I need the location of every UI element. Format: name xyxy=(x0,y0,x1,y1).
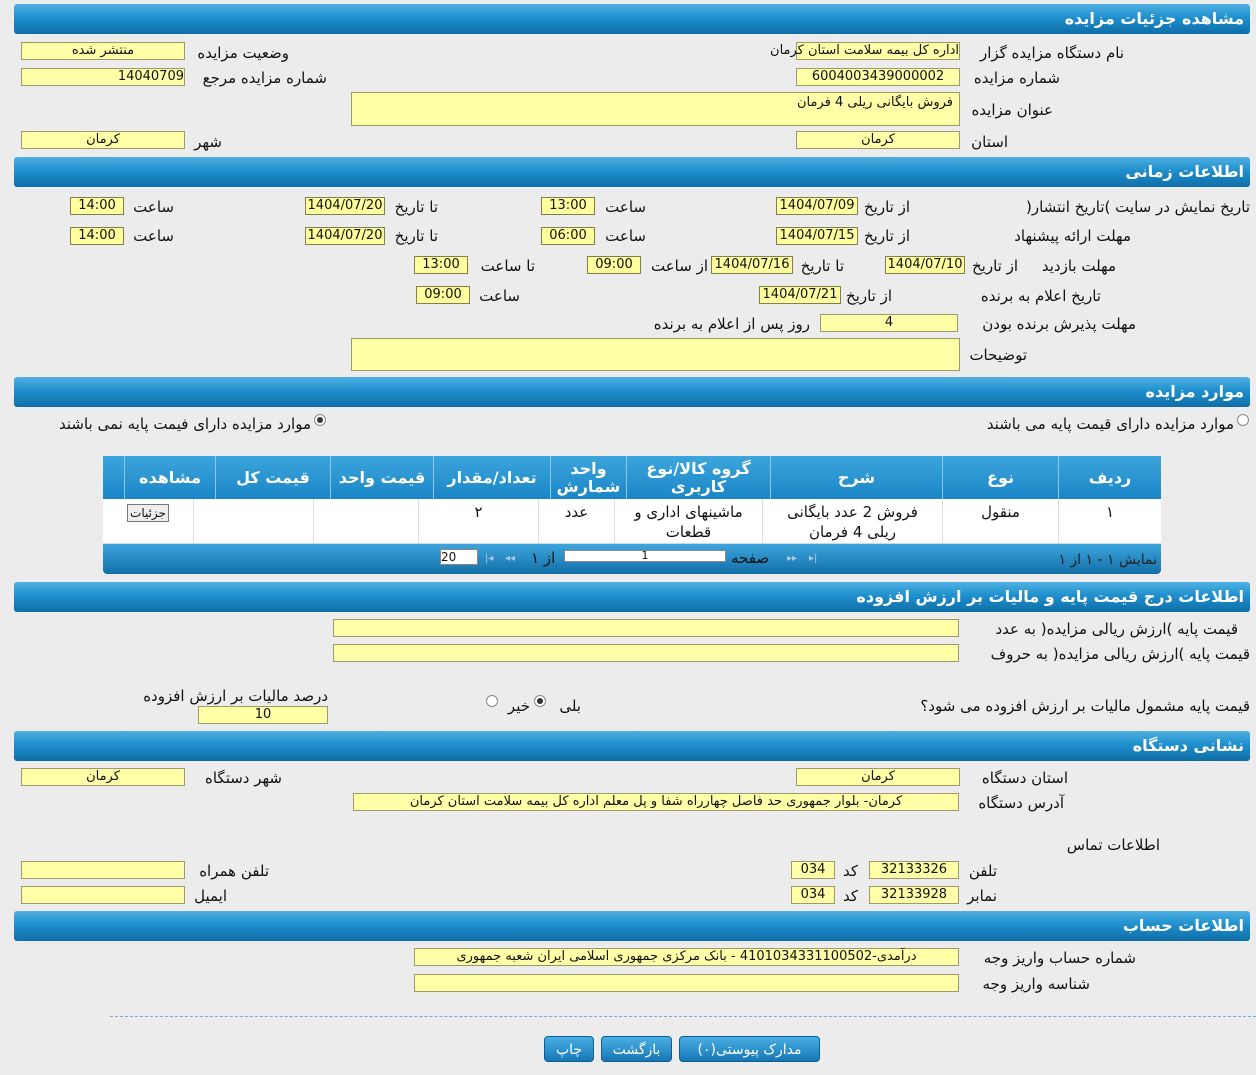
section-header-items xyxy=(14,377,1250,407)
accept-deadline-label: مهلت پذیرش برنده بودن xyxy=(982,315,1136,333)
cell-desc: فروش 2 عدد بایگانی ریلی 4 فرمان xyxy=(762,499,942,543)
notes-field[interactable] xyxy=(351,338,960,371)
section-title: اطلاعات حساب xyxy=(1122,916,1244,935)
mobile-field[interactable] xyxy=(21,861,185,879)
fax-field[interactable]: 32133928 xyxy=(869,886,959,904)
ref-number-label: شماره مزایده مرجع xyxy=(202,69,327,87)
phone-code-label: کد xyxy=(842,862,858,880)
col-view: مشاهده xyxy=(124,456,215,499)
cell-type: منقول xyxy=(942,499,1058,543)
visit-from-time-field[interactable]: 09:00 xyxy=(587,256,641,274)
vat-no-radio[interactable] xyxy=(486,695,498,707)
org-city-label: شهر دستگاه xyxy=(204,769,282,787)
auction-number-label: شماره مزایده xyxy=(973,69,1060,87)
cell-row: ۱ xyxy=(1058,499,1161,543)
pager-page-input[interactable]: 1 xyxy=(564,550,726,562)
title-label: عنوان مزایده xyxy=(971,101,1053,119)
section-title: موارد مزایده xyxy=(1145,382,1244,401)
visit-from-field[interactable]: 1404/07/10 xyxy=(885,256,965,274)
pager-first-icon[interactable]: ▸▸ xyxy=(787,553,798,564)
section-title: اطلاعات درج قیمت پایه و مالیات بر ارزش افزوده xyxy=(856,587,1244,606)
pager-last-icon[interactable]: |◂ xyxy=(485,553,494,564)
radio-without-base-price[interactable] xyxy=(314,414,326,426)
offer-from-time-field[interactable]: 06:00 xyxy=(541,227,595,245)
grid-header xyxy=(103,456,1161,499)
pager-page-label: صفحه xyxy=(731,549,770,567)
account-number-label: شماره حساب واریز وجه xyxy=(983,949,1136,967)
col-desc: شرح xyxy=(770,456,942,499)
to-date-label: تا تاریخ xyxy=(394,198,438,216)
visit-from-hour-label: از ساعت xyxy=(651,257,708,275)
base-price-numeric-label: قیمت پایه )ارزش ریالی مزایده( به عدد xyxy=(995,620,1238,638)
cell-unit-price xyxy=(313,499,418,543)
phone-field[interactable]: 32133326 xyxy=(869,861,959,879)
back-button[interactable]: بازگشت xyxy=(601,1036,672,1062)
divider xyxy=(110,1016,1256,1017)
section-header-price xyxy=(14,582,1250,612)
org-label: نام دستگاه مزایده گزار xyxy=(979,44,1124,62)
col-row: ردیف xyxy=(1058,456,1161,499)
status-field[interactable]: منتشر شده xyxy=(21,42,185,60)
from-date-label: از تاریخ xyxy=(845,287,892,305)
radio-with-base-price[interactable] xyxy=(1237,414,1249,426)
col-type: نوع xyxy=(942,456,1058,499)
winner-from-field[interactable]: 1404/07/21 xyxy=(759,286,841,304)
table-row[interactable] xyxy=(103,499,1161,544)
radio-with-base-price-label: موارد مزایده دارای قیمت پایه می باشند xyxy=(986,415,1234,433)
city-field[interactable]: کرمان xyxy=(21,131,185,149)
accept-days-field[interactable]: 4 xyxy=(820,314,958,332)
winner-time-field[interactable]: 09:00 xyxy=(416,286,470,304)
org-field[interactable]: اداره کل بیمه سلامت استان کرمان xyxy=(770,43,959,58)
items-grid xyxy=(103,456,1161,574)
offer-to-field[interactable]: 1404/07/20 xyxy=(305,227,385,245)
org-province-label: استان دستگاه xyxy=(981,769,1068,787)
display-from-field[interactable]: 1404/07/09 xyxy=(776,197,858,215)
org-address-field[interactable]: کرمان- بلوار جمهوری حد فاصل چهارراه شفا و پل معلم اداره کل بیمه سلامت استان کرمان xyxy=(353,793,959,811)
hour-label: ساعت xyxy=(133,227,174,245)
offer-from-field[interactable]: 1404/07/15 xyxy=(776,227,858,245)
attachments-button[interactable]: مدارک پیوستی(۰) xyxy=(679,1036,820,1062)
visit-to-hour-label: تا ساعت xyxy=(480,257,535,275)
pager-prev-icon[interactable]: ◂◂ xyxy=(505,553,516,564)
offer-deadline-label: مهلت ارائه پیشنهاد xyxy=(1014,227,1131,245)
accept-suffix-label: روز پس از اعلام به برنده xyxy=(653,315,810,333)
section-title: اطلاعات زمانی xyxy=(1125,162,1244,181)
auction-number-field[interactable]: 6004003439000002 xyxy=(796,68,960,86)
ref-number-field[interactable]: 14040709 xyxy=(21,68,185,86)
email-field[interactable] xyxy=(21,886,185,904)
contact-info-title: اطلاعات تماس xyxy=(1066,836,1160,854)
section-header-details xyxy=(14,4,1250,34)
from-date-label: از تاریخ xyxy=(863,198,910,216)
col-total: قیمت کل xyxy=(215,456,330,499)
hour-label: ساعت xyxy=(605,227,646,245)
section-title: مشاهده جزئیات مزایده xyxy=(1064,9,1244,28)
visit-from-date-label: از تاریخ xyxy=(971,257,1018,275)
from-date-label: از تاریخ xyxy=(863,227,910,245)
col-qty: تعداد/مقدار xyxy=(433,456,550,499)
to-date-label: تا تاریخ xyxy=(394,227,438,245)
base-price-words-label: قیمت پایه )ارزش ریالی مزایده( به حروف xyxy=(990,645,1250,663)
hour-label: ساعت xyxy=(479,287,520,305)
org-address-label: آدرس دستگاه xyxy=(978,794,1064,812)
pager-next-icon[interactable]: ▸| xyxy=(809,553,818,564)
title-field[interactable]: فروش بایگانی ریلی 4 فرمان xyxy=(351,92,960,126)
radio-without-base-price-label: موارد مزایده دارای فیمت پایه نمی باشند xyxy=(59,415,311,433)
fax-code-label: کد xyxy=(842,887,858,905)
display-to-time-field[interactable]: 14:00 xyxy=(70,197,124,215)
visit-to-field[interactable]: 1404/07/16 xyxy=(711,256,793,274)
notes-label: توضیحات xyxy=(969,346,1027,364)
display-to-field[interactable]: 1404/07/20 xyxy=(305,197,385,215)
details-button[interactable]: جزئیات xyxy=(127,504,169,522)
base-price-words-field[interactable] xyxy=(333,644,959,662)
pager-size-input[interactable]: 20 xyxy=(440,549,478,565)
vat-percent-field[interactable]: 10 xyxy=(198,706,328,724)
vat-yes-label: بلی xyxy=(559,697,581,715)
hour-label: ساعت xyxy=(605,198,646,216)
cell-total xyxy=(193,499,313,543)
province-label: استان xyxy=(971,133,1008,151)
offer-to-time-field[interactable]: 14:00 xyxy=(70,227,124,245)
col-scroll-spacer xyxy=(103,456,124,499)
status-label: وضعیت مزایده xyxy=(197,44,289,62)
mobile-label: تلفن همراه xyxy=(199,862,269,880)
vat-no-label: خیر xyxy=(507,697,530,715)
city-label: شهر xyxy=(194,133,222,151)
fax-label: نمابر xyxy=(967,887,997,905)
payment-id-label: شناسه واریز وجه xyxy=(982,975,1090,993)
section-header-address xyxy=(14,731,1250,761)
cell-view xyxy=(103,499,193,543)
base-price-numeric-field[interactable] xyxy=(333,619,959,637)
phone-code-field[interactable]: 034 xyxy=(791,861,835,879)
province-field[interactable]: کرمان xyxy=(796,131,960,149)
winner-announce-label: تاریخ اعلام به برنده xyxy=(980,287,1101,305)
cell-unit: عدد xyxy=(538,499,614,543)
vat-percent-label: درصد مالیات بر ارزش افزوده xyxy=(143,687,328,705)
org-city-field[interactable]: کرمان xyxy=(21,768,185,786)
visit-deadline-label: مهلت بازدید xyxy=(1041,257,1116,275)
account-number-field[interactable]: درآمدی-4101034331100502 - بانک مرکزی جمهوری اسلامی ایران شعبه جمهوری xyxy=(414,948,959,966)
section-title: نشانی دستگاه xyxy=(1132,736,1244,755)
email-label: ایمیل xyxy=(194,887,227,905)
grid-pager xyxy=(103,544,1161,574)
cell-qty: ۲ xyxy=(418,499,538,543)
print-button[interactable]: چاپ xyxy=(544,1036,594,1062)
visit-to-date-label: تا تاریخ xyxy=(800,257,844,275)
col-unit: واحد شمارش xyxy=(550,456,626,499)
fax-code-field[interactable]: 034 xyxy=(791,886,835,904)
display-from-time-field[interactable]: 13:00 xyxy=(541,197,595,215)
col-unit-price: قیمت واحد xyxy=(330,456,433,499)
section-header-account xyxy=(14,911,1250,941)
pager-of-label: از ۱ xyxy=(531,549,556,567)
vat-yes-radio[interactable] xyxy=(534,695,546,707)
section-header-time xyxy=(14,157,1250,187)
phone-label: تلفن xyxy=(968,862,997,880)
hour-label: ساعت xyxy=(133,198,174,216)
vat-question-label: قیمت پایه مشمول مالیات بر ارزش افزوده می شود؟ xyxy=(920,697,1250,715)
col-group: گروه کالا/نوع کاربری xyxy=(626,456,770,499)
pager-summary: نمایش ۱ - ۱ از ۱ xyxy=(1058,552,1157,568)
display-date-label: تاریخ نمایش در سایت )تاریخ انتشار( xyxy=(1026,198,1250,216)
org-province-field[interactable]: کرمان xyxy=(796,768,960,786)
payment-id-field[interactable] xyxy=(414,974,959,992)
visit-to-time-field[interactable]: 13:00 xyxy=(414,256,468,274)
cell-group: ماشینهای اداری و قطعات xyxy=(614,499,762,543)
